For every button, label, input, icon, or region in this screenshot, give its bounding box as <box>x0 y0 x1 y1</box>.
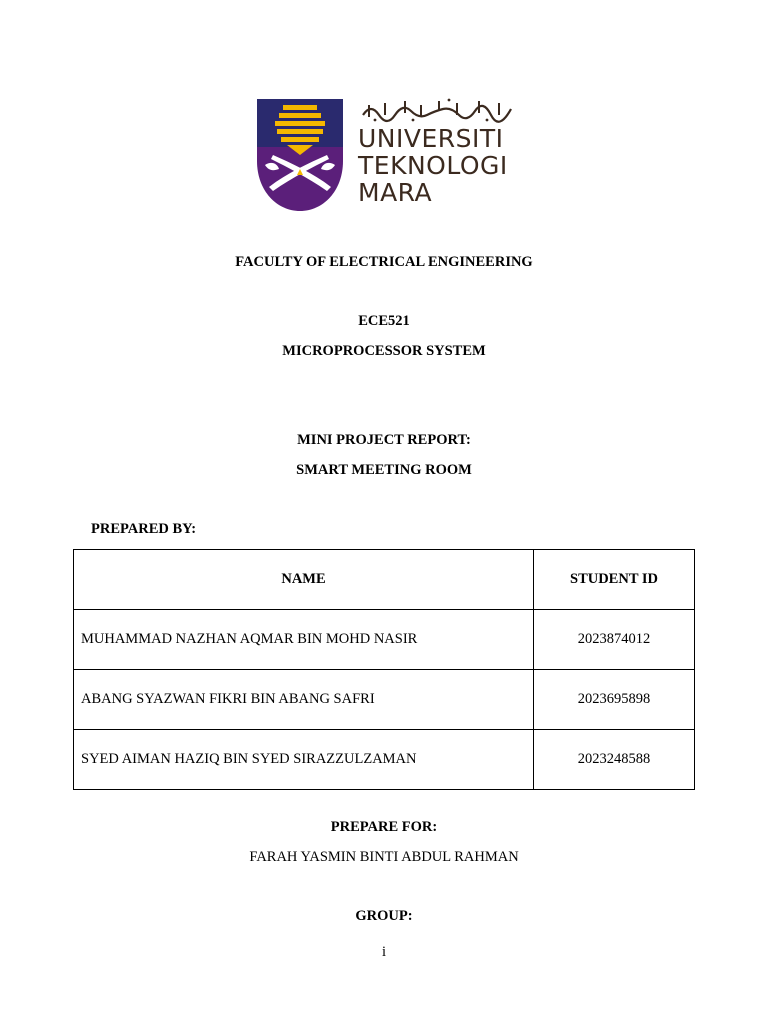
university-logo <box>257 97 517 213</box>
shield-emblem-icon <box>257 99 343 213</box>
table-row <box>74 670 695 730</box>
student-name-cell: MUHAMMAD NAZHAN AQMAR BIN MOHD NASIR <box>74 610 534 670</box>
student-id-cell: 2023248588 <box>534 730 695 790</box>
prepare-for-label: PREPARE FOR: <box>330 819 438 835</box>
page-number: i <box>381 944 387 960</box>
project-title: SMART MEETING ROOM <box>296 462 472 478</box>
student-id-cell: 2023695898 <box>534 670 695 730</box>
jawi-script-logotype <box>361 97 513 123</box>
logo-text-mara: MARA <box>358 178 433 207</box>
table-row <box>74 730 695 790</box>
table-header-row <box>74 550 695 610</box>
student-id-column-header: STUDENT ID <box>534 550 695 610</box>
student-name-cell: SYED AIMAN HAZIQ BIN SYED SIRAZZULZAMAN <box>74 730 534 790</box>
logo-text-teknologi: TEKNOLOGI <box>358 151 508 180</box>
name-column-header: NAME <box>74 550 534 610</box>
report-type: MINI PROJECT REPORT: <box>297 432 471 448</box>
group-label: GROUP: <box>355 908 413 924</box>
student-id-cell: 2023874012 <box>534 610 695 670</box>
course-name: MICROPROCESSOR SYSTEM <box>282 343 486 359</box>
faculty-heading: FACULTY OF ELECTRICAL ENGINEERING <box>235 254 533 270</box>
table-row <box>74 610 695 670</box>
course-code: ECE521 <box>358 313 410 329</box>
logo-text-universiti: UNIVERSITI <box>358 124 504 153</box>
student-table <box>73 549 695 790</box>
student-name-cell: ABANG SYAZWAN FIKRI BIN ABANG SAFRI <box>74 670 534 730</box>
prepared-by-label: PREPARED BY: <box>91 521 197 537</box>
lecturer-name: FARAH YASMIN BINTI ABDUL RAHMAN <box>249 849 519 865</box>
